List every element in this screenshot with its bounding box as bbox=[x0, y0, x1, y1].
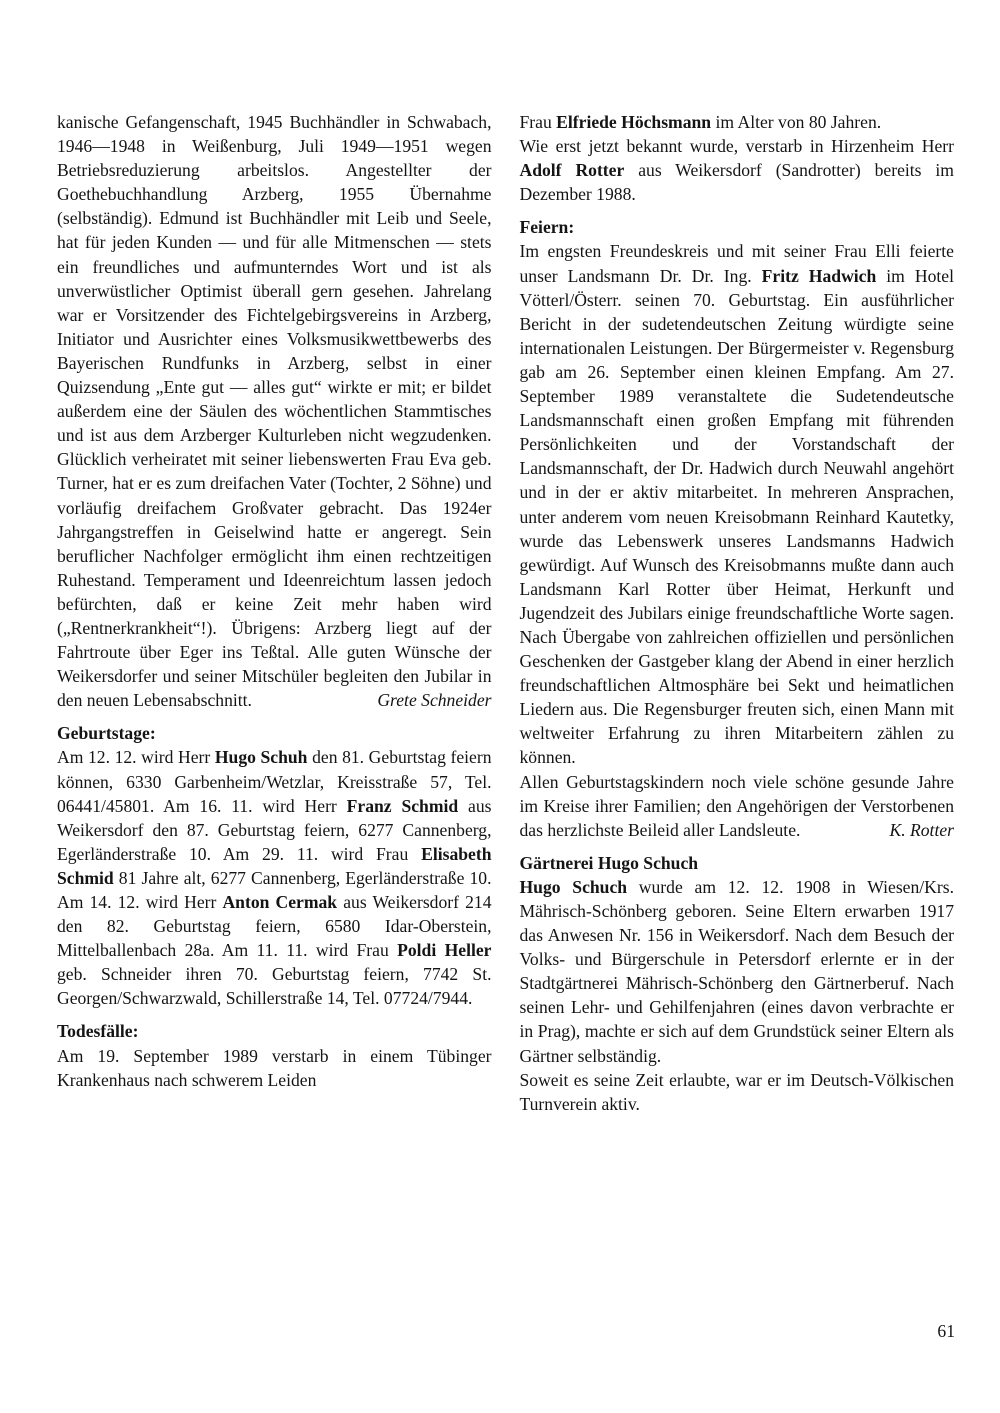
text-run: Feiern: bbox=[519, 217, 575, 238]
text-column-left bbox=[57, 110, 492, 1116]
text-run: Am 19. September 1989 verstarb in einem Tübinger Krankenhaus nach schwerem Leiden bbox=[57, 1045, 492, 1090]
paragraph bbox=[57, 110, 492, 712]
text-run: Gärtnerei Hugo Schuch bbox=[519, 852, 699, 873]
text-run: Hugo Schuch bbox=[519, 876, 628, 897]
paragraph bbox=[520, 134, 955, 206]
paragraph bbox=[57, 745, 492, 1010]
text-column-right bbox=[520, 110, 955, 1116]
text-run: aus Weikersdorf den 87. Geburtstag feiern, 6277 Cannenberg, Egerländerstraße 10. Am 29. 11. wird Frau bbox=[57, 795, 492, 864]
text-run: Wie erst jetzt bekannt wurde, verstarb in Hirzenheim Herr bbox=[519, 136, 954, 157]
signature: Grete Schneider bbox=[377, 690, 492, 711]
text-run: kanische Gefangenschaft, 1945 Buchhändler in Schwabach, 1946—1948 in Weißenburg, Juli 1949—1951 wegen Betriebsreduzierung arbeitslos. Angestellter der Goethebuchhandlung Arzberg, 1955 Übernahme (selbständig). Edmund ist Buchhändler mit Leib und Seele, hat für jeden Kunden — und für alle Mitmenschen — stets ein freundliches und aufmunterndes Wort und ist als unverwüstlicher Optimist überall gern gesehen. Jahrelang war er Vorsitzender des Fichtelgebirgsvereins in Arzberg, Initiator und Ausrichter eines Volksmusikwettbewerbs des Bayerischen Rundfunks in Arzberg, selbst in einer Quizsendung „Ente gut — alles gut“ wirkte er mit; er bildet außerdem eine der Säulen des wöchentlichen Stammtisches und ist aus dem Arzberger Kulturleben nicht wegzudenken. Glücklich verheiratet mit seiner liebenswerten Frau Eva geb. Turner, hat er es zum dreifachen Vater (Tochter, 2 Söhne) und vorläufig dreifachem Großvater gebracht. Das 1924er Jahrgangstreffen in Geiselwind hatte er angeregt. Sein beruflicher Nachfolger ermöglicht ihm einen rechtzeitigen Ruhestand. Temperament und Ideenreichtum lassen jedoch befürchten, daß er keine Zeit mehr haben wird („Rentnerkrankheit“!). Übrigens: Arzberg liegt auf der Fahrtroute über Eger ins Teßtal. Alle guten Wünsche der Weikersdorfer und seiner Mitschüler begleiten den Jubilar in den neuen Lebensabschnitt. bbox=[57, 112, 492, 711]
signature: K. Rotter bbox=[889, 819, 954, 840]
text-run: Adolf Rotter bbox=[519, 160, 625, 181]
text-run: Geburtstage: bbox=[57, 723, 156, 744]
paragraph bbox=[520, 110, 955, 134]
text-columns bbox=[57, 110, 954, 1116]
text-run: im Hotel Vötterl/Österr. seinen 70. Geburtstag. Ein ausführlicher Bericht in der sudetendeutschen Zeitung würdigte seine internationalen Leistungen. Der Bürgermeister v. Regensburg gab am 26. September einen kleinen Empfang. Am 27. September 1989 veranstaltete die Sudetendeutsche Landsmannschaft einen großen Empfang mit führenden Persönlichkeiten und der Vorstandschaft der Landsmannschaft, der Dr. Hadwich durch Neuwahl angehört und in der er aktiv mitarbeitet. In mehreren Ansprachen, unter anderem vom neuen Kreisobmann Reinhard Kautetky, wurde das Lebenswerk unseres Landsmanns Hadwich gewürdigt. Auf Wunsch des Kreisobmanns mußte dann auch Landsmann Karl Rotter über Heimat, Herkunft und Jugendzeit des Jubilars einige freundschaftliche Worte sagen. Nach Übergabe von zahlreichen offiziellen und persönlichen Geschenken der Gastgeber klang der Abend in einer herzlich freundschaftlichen Altmosphäre bei Sekt und heimatlichen Liedern aus. Die Regensburger freuten sich, einen Mann mit weltweiter Erfahrung zu ihren Mitarbeitern zählen zu können. bbox=[519, 265, 954, 768]
section-heading bbox=[520, 851, 955, 875]
text-run: Anton Cermak bbox=[222, 892, 338, 912]
text-run: den 81. Geburtstag feiern können, 6330 Garbenheim/Wetzlar, Kreisstraße 57, Tel. 06441/45801. Am 16. 11. wird Herr bbox=[57, 747, 492, 816]
text-run: wurde am 12. 12. 1908 in Wiesen/Krs. Mährisch-Schönberg geboren. Seine Eltern erwarben 1917 das Anwesen Nr. 156 in Weikersdorf. Nach dem Besuch der Volks- und Bürgerschule in Petersdorf erlernte er in der Stadtgärtnerei Mährisch-Schönberg den Gärtnerberuf. Nach seinen Lehr- und Gehilfenjahren (eines davon verbrachte er in Prag), machte er sich auf dem Grundstück seiner Eltern als Gärtner selbständig. bbox=[519, 876, 954, 1066]
text-run: Fritz Hadwich bbox=[761, 265, 877, 286]
paragraph bbox=[520, 875, 955, 1068]
section-heading bbox=[57, 1019, 492, 1043]
text-run: Am 12. 12. wird Herr bbox=[57, 747, 215, 768]
text-run: Franz Schmid bbox=[346, 795, 459, 816]
paragraph bbox=[520, 1068, 955, 1116]
page-number: 61 bbox=[937, 1321, 955, 1341]
text-run: Elisabeth Schmid bbox=[57, 843, 492, 888]
text-run: Elfriede Höchsmann bbox=[556, 112, 712, 132]
section-heading bbox=[520, 215, 955, 239]
text-run: Poldi Heller bbox=[397, 940, 492, 961]
text-run: 81 Jahre alt, 6277 Cannenberg, Egerländerstraße 10. Am 14. 12. wird Herr bbox=[57, 867, 492, 912]
text-run: aus Weikersdorf (Sandrotter) bereits im Dezember 1988. bbox=[519, 160, 954, 205]
text-run: aus Weikersdorf 214 den 82. Geburtstag feiern, 6580 Idar-Oberstein, Mittelballenbach 28a. Am 11. 11. wird Frau bbox=[57, 892, 492, 961]
text-run: Soweit es seine Zeit erlaubte, war er im Deutsch-Völkischen Turnverein aktiv. bbox=[519, 1069, 954, 1114]
text-run: Im engsten Freundeskreis und mit seiner Frau Elli feierte unser Landsmann Dr. Dr. Ing. bbox=[519, 241, 954, 286]
text-run: Todesfälle: bbox=[57, 1021, 139, 1042]
paragraph bbox=[57, 1044, 492, 1092]
section-heading bbox=[57, 721, 492, 745]
text-run: Allen Geburtstagskindern noch viele schöne gesunde Jahre im Kreise ihrer Familien; den Angehörigen der Verstorbenen das herzlichste Beileid aller Landsleute. bbox=[519, 771, 954, 840]
text-run: im Alter von 80 Jahren. bbox=[711, 112, 882, 132]
paragraph bbox=[520, 239, 955, 769]
text-run: geb. Schneider ihren 70. Geburtstag feiern, 7742 St. Georgen/Schwarzwald, Schillerstraße 14, Tel. 07724/7944. bbox=[57, 964, 492, 1009]
text-run: Hugo Schuh bbox=[214, 747, 308, 768]
paragraph bbox=[520, 770, 955, 842]
text-run: Frau bbox=[519, 112, 557, 132]
